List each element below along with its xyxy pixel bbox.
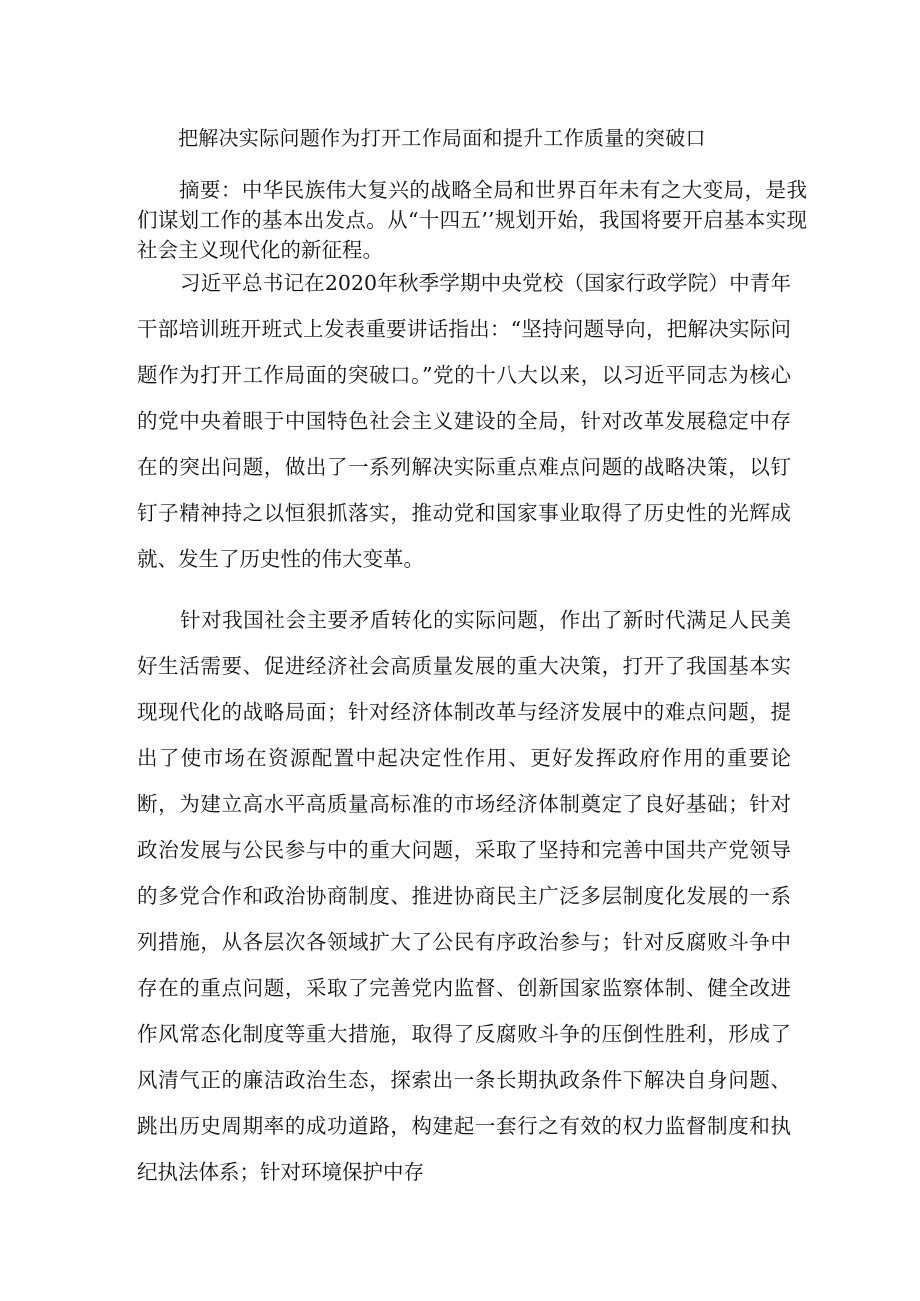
document-title: 把解决实际问题作为打开工作局面和提升工作质量的突破口 — [178, 126, 706, 150]
abstract-paragraph: 摘要：中华民族伟大复兴的战略全局和世界百年未有之大变局，是我们谋划工作的基本出发点。从“十四五’’规划开始，我国将要开启基本实现社会主义现代化的新征程。 — [137, 178, 807, 262]
body-paragraph-1: 习近平总书记在2020年秋季学期中央党校（国家行政学院）中青年干部培训班开班式上发表重要讲话指出：“坚持问题导向，把解决实际问题作为打开工作局面的突破口。”党的十八大以来，以习近平同志为核心的党中央着眼于中国特色社会主义建设的全局，针对改革发展稳定中存在的突出问题，做出了一系列解决实际重点难点问题的战略决策，以钉钉子精神持之以恒狠抓落实，推动党和国家事业取得了历史性的光辉成就、发生了历史性的伟大变革。 — [137, 271, 791, 571]
body-paragraph-2: 针对我国社会主要矛盾转化的实际问题，作出了新时代满足人民美好生活需要、促进经济社会高质量发展的重大决策，打开了我国基本实现现代化的战略局面；针对经济体制改革与经济发展中的难点问题，提出了使市场在资源配置中起决定性作用、更好发挥政府作用的重要论断，为建立高水平高质量高标准的市场经济体制奠定了良好基础；针对政治发展与公民参与中的重大问题，采取了坚持和完善中国共产党领导的多党合作和政治协商制度、推进协商民主广泛多层制度化发展的一系列措施，从各层次各领域扩大了公民有序政治参与；针对反腐败斗争中存在的重点问题，采取了完善党内监督、创新国家监察体制、健全改进作风常态化制度等重大措施，取得了反腐败斗争的压倒性胜利，形成了风清气正的廉洁政治生态，探索出一条长期执政条件下解决自身问题、跳出历史周期率的成功道路，构建起一套行之有效的权力监督制度和执纪执法体系；针对环境保护中存 — [137, 608, 791, 1184]
